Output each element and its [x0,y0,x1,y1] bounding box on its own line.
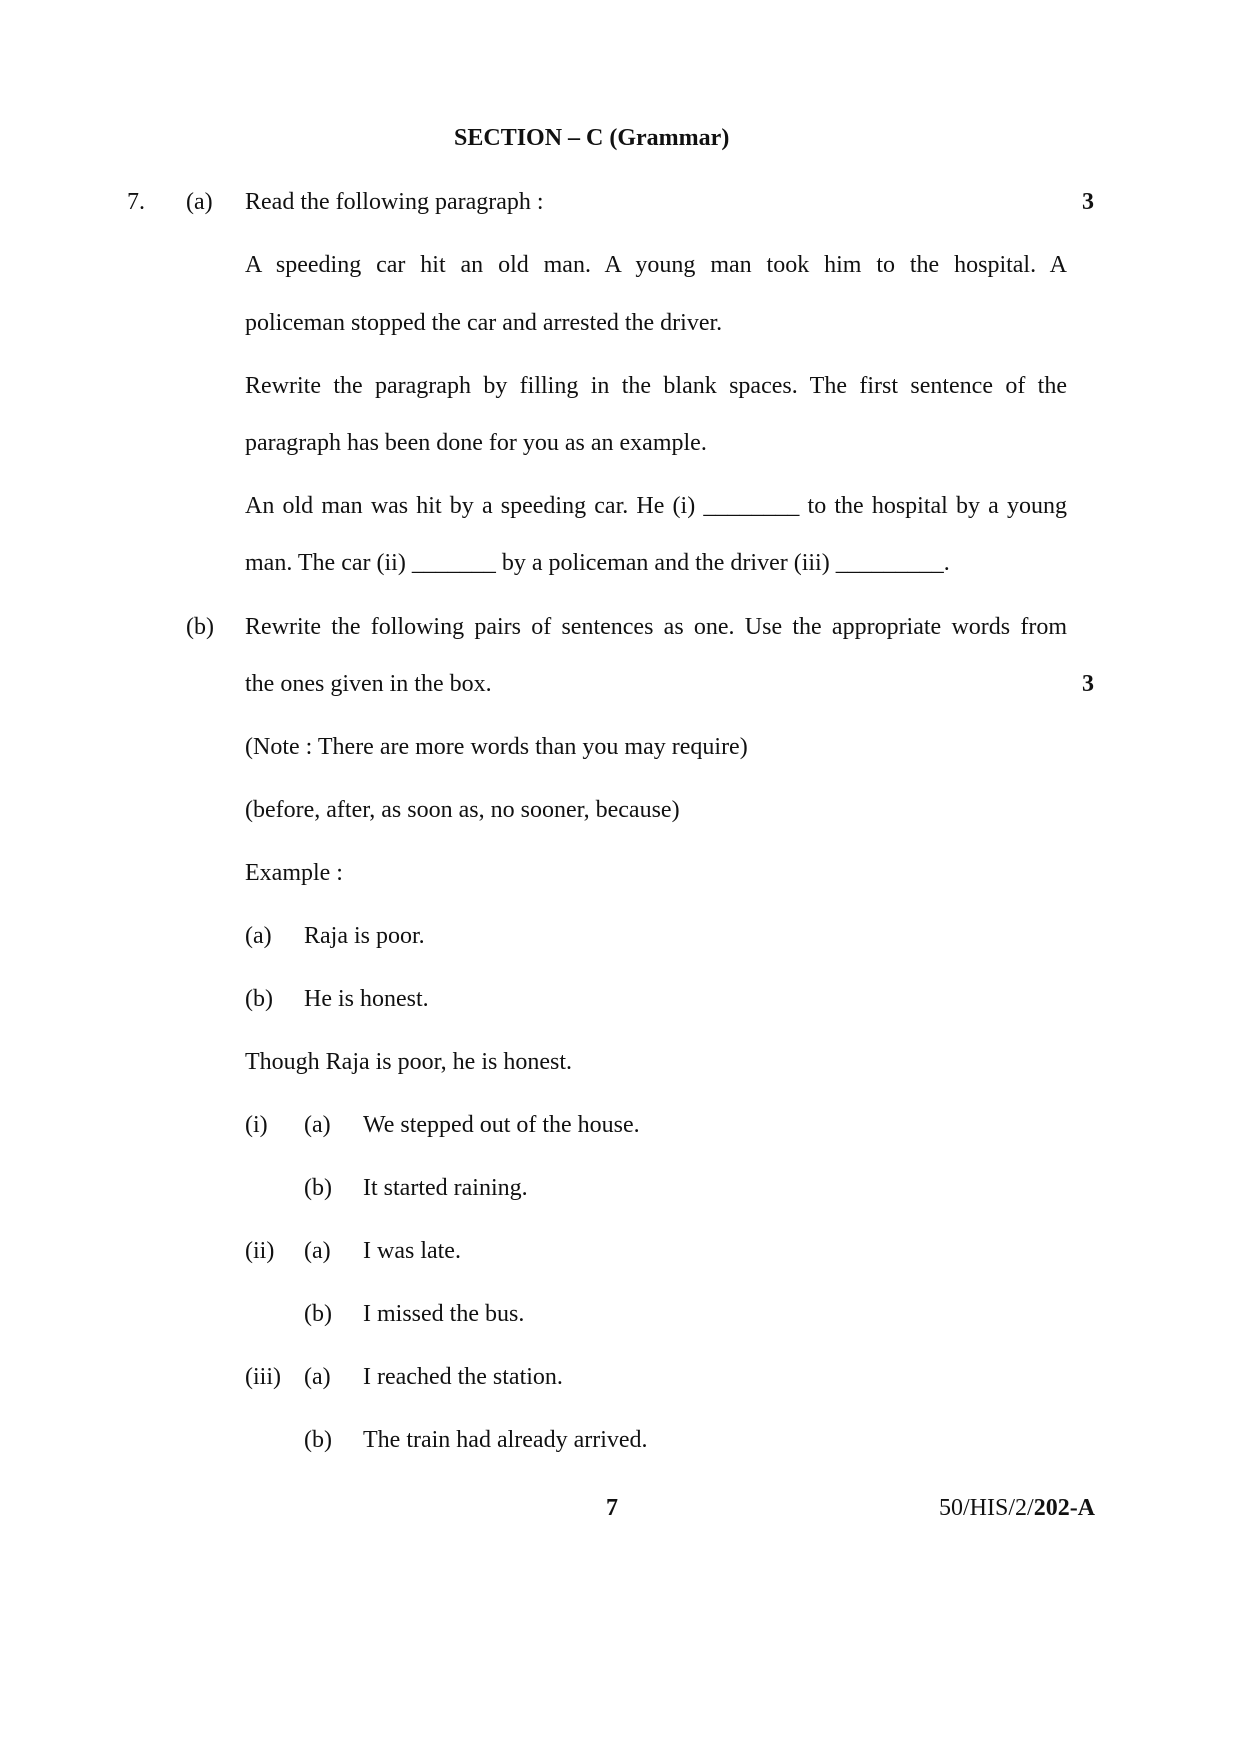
paper-code-suffix: 202-A [1033,1495,1096,1521]
example-label: Example : [245,860,343,886]
question-number: 7. [127,189,145,215]
item-number: (ii) [245,1238,275,1264]
example-item-label: (b) [245,986,273,1012]
item-sub-label: (a) [304,1238,331,1264]
part-b-instruction-line-2: the ones given in the box. [245,671,492,697]
rewrite-instruction-line-1: Rewrite the paragraph by filling in the blank spaces. The first sentence of the [245,373,1067,399]
example-answer: Though Raja is poor, he is honest. [245,1049,572,1075]
item-sentence: I reached the station. [363,1364,563,1390]
part-a-instruction: Read the following paragraph : [245,189,544,215]
rewrite-instruction-line-2: paragraph has been done for you as an example. [245,430,707,456]
item-sentence: I missed the bus. [363,1301,525,1327]
paper-code-prefix: 50/HIS/2/ [939,1495,1034,1521]
item-number: (iii) [245,1364,281,1390]
part-b-label: (b) [186,614,214,640]
item-sub-label: (a) [304,1112,331,1138]
fill-blank-line-1: An old man was hit by a speeding car. He (i) ________ to the hospital by a young [245,493,1067,519]
item-sub-label: (a) [304,1364,331,1390]
part-b-marks: 3 [1082,671,1094,697]
part-a-label: (a) [186,189,213,215]
item-sentence: It started raining. [363,1175,528,1201]
part-a-marks: 3 [1082,189,1094,215]
fill-blank-line-2: man. The car (ii) _______ by a policeman and the driver (iii) _________. [245,550,950,576]
paragraph-line-2: policeman stopped the car and arrested the driver. [245,310,723,336]
note: (Note : There are more words than you may require) [245,734,748,760]
section-title: SECTION – C (Grammar) [454,125,730,151]
item-sentence: I was late. [363,1238,461,1264]
part-b-instruction-line-1: Rewrite the following pairs of sentences as one. Use the appropriate words from [245,614,1067,640]
item-sentence: The train had already arrived. [363,1427,648,1453]
item-sub-label: (b) [304,1301,332,1327]
example-item-text: Raja is poor. [304,923,425,949]
paragraph-line-1: A speeding car hit an old man. A young man took him to the hospital. A [245,252,1067,278]
page-number: 7 [606,1495,618,1521]
example-item-text: He is honest. [304,986,429,1012]
item-sub-label: (b) [304,1427,332,1453]
example-item-label: (a) [245,923,272,949]
item-number: (i) [245,1112,268,1138]
word-box: (before, after, as soon as, no sooner, because) [245,797,680,823]
paper-code [939,1494,1095,1523]
item-sentence: We stepped out of the house. [363,1112,640,1138]
item-sub-label: (b) [304,1175,332,1201]
